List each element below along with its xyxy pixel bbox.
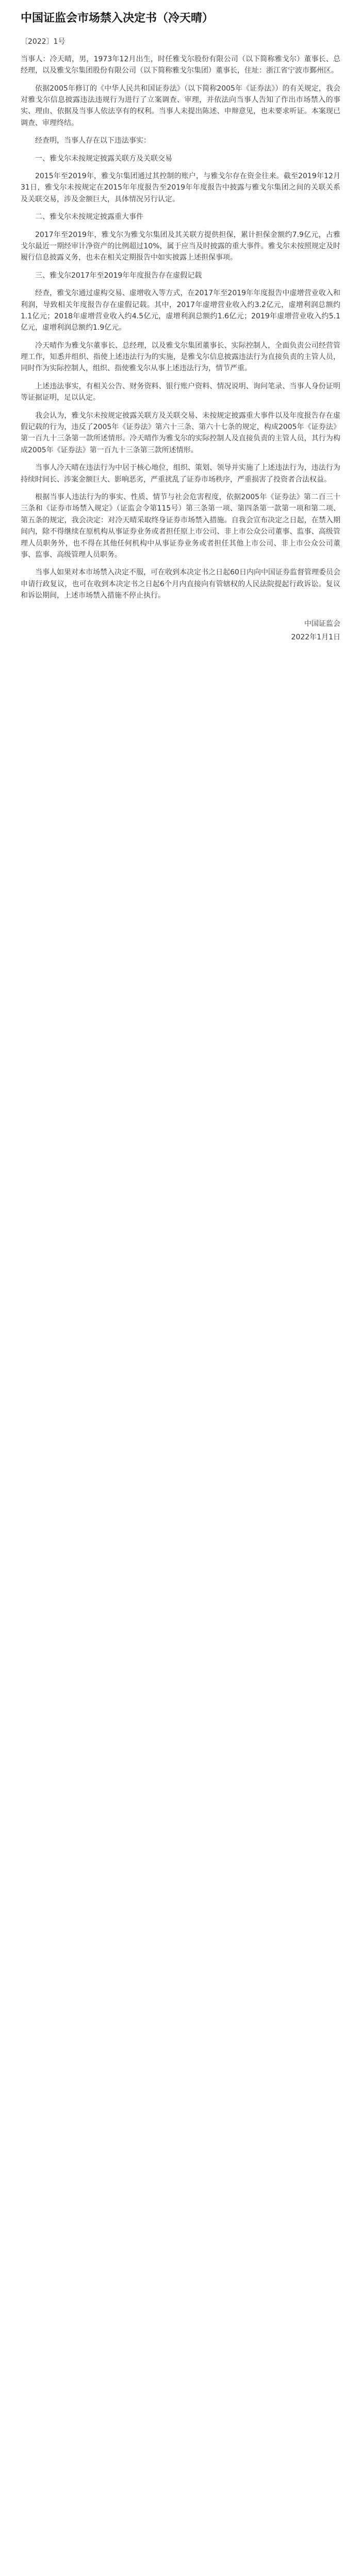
paragraph: 当事人如果对本市场禁入决定不服，可在收到本决定书之日起60日内向中国证券监督管理委员会申请行政复议，也可在收到本决定书之日起6个月内直接向有管辖权的人民法院提起行政诉讼。复议和诉讼期间，上述市场禁入措施不停止执行。 [21, 568, 340, 600]
paragraph: 经查明，当事人存在以下违法事实： [35, 137, 151, 145]
paragraph: 经查，雅戈尔通过虚构交易、虚增收入等方式，在2017年至2019年年度报告中虚增营业收入和利润，导致相关年度报告存在虚假记载。其中，2017年虚增营业收入约3.2亿元，虚增利润总额约1.1亿元；2018年虚增营业收入约4.5亿元，虚增利润总额约1.6亿元；2019年虚增营业收入约5.1亿元，虚增利润总额约1.9亿元。 [21, 289, 340, 332]
document-number: 〔2022〕1号 [21, 37, 65, 46]
paragraph: 2017年至2019年，雅戈尔为雅戈尔集团及其关联方提供担保，累计担保金额约7.9亿元，占雅戈尔最近一期经审计净资产的比例超过10%，属于应当及时披露的重大事件。雅戈尔未按照规定及时履行信息披露义务，也未在相关定期报告中如实披露上述担保事项。 [21, 230, 340, 262]
signature-block [21, 617, 340, 645]
paragraph: 冷天晴作为雅戈尔董事长、总经理，以及雅戈尔集团董事长、实际控制人，全面负责公司经营管理工作，知悉并组织、指使上述违法行为的实施，是雅戈尔信息披露违法行为直接负责的主管人员，同时作为实际控制人，组织、指使雅戈尔从事上述违法行为，情节严重。 [21, 341, 340, 373]
document-page [0, 0, 361, 665]
section-heading: 一、雅戈尔未按规定披露关联方及关联交易 [35, 154, 172, 163]
section-heading: 三、雅戈尔2017年至2019年年度报告存在虚假记载 [35, 271, 202, 280]
paragraph: 上述违法事实，有相关公告、财务资料、银行账户资料、情况说明、询问笔录、当事人身份证明等证据证明，足以认定。 [21, 382, 340, 402]
paragraph: 当事人：冷天晴，男，1973年12月出生，时任雅戈尔股份有限公司（以下简称雅戈尔）董事长、总经理，以及雅戈尔集团股份有限公司（以下简称雅戈尔集团）董事长，住址：浙江省宁波市鄞州区。 [21, 55, 340, 75]
document-body [21, 54, 340, 602]
paragraph: 根据当事人违法行为的事实、性质、情节与社会危害程度，依据2005年《证券法》第二百三十三条和《证券市场禁入规定》（证监会令第115号）第三条第一项、第四条第一款第一项和第二项、第五条的规定，我会决定：对冷天晴采取终身证券市场禁入措施。自我会宣布决定之日起，在禁入期间内，除不得继续在原机构从事证券业务或者担任原上市公司、非上市公众公司董事、监事、高级管理人员职务外，也不得在其他任何机构中从事证券业务或者担任其他上市公司、非上市公众公司董事、监事、高级管理人员职务。 [21, 493, 340, 559]
paragraph: 依据2005年修订的《中华人民共和国证券法》（以下简称2005年《证券法》）的有关规定，我会对雅戈尔信息披露违法违规行为进行了立案调查、审理，并依法向当事人告知了作出市场禁入的事实、理由、依据及当事人依法享有的权利。当事人未提出陈述、申辩意见，也未要求听证。本案现已调查、审理终结。 [21, 84, 340, 127]
paragraph: 我会认为，雅戈尔未按规定披露关联方及关联交易、未按规定披露重大事件以及年度报告存在虚假记载的行为，违反了2005年《证券法》第六十三条、第六十七条的规定，构成2005年《证券法》第一百九十三条第一款所述情形。冷天晴作为雅戈尔的实际控制人及直接负责的主管人员，其行为构成2005年《证券法》第一百九十三条第三款所述情形。 [21, 411, 340, 454]
issuing-organization: 中国证监会 [304, 619, 340, 628]
paragraph: 当事人冷天晴在违法行为中居于核心地位，组织、策划、领导并实施了上述违法行为，违法行为持续时间长、涉案金额巨大、影响恶劣，严重扰乱了证券市场秩序，严重损害了投资者合法权益。 [21, 464, 340, 484]
document-title: 中国证监会市场禁入决定书（冷天晴） [21, 12, 214, 25]
paragraph: 2015年至2019年，雅戈尔集团通过其控制的账户，与雅戈尔存在资金往来。截至2019年12月31日，雅戈尔未按规定在2015年年度报告至2019年年度报告中披露与雅戈尔集团之间的关联关系及关联交易，涉及金额巨大，具体情况另行认定。 [21, 172, 340, 204]
section-heading: 二、雅戈尔未按规定披露重大事件 [35, 213, 143, 222]
issue-date: 2022年1月1日 [291, 633, 340, 642]
